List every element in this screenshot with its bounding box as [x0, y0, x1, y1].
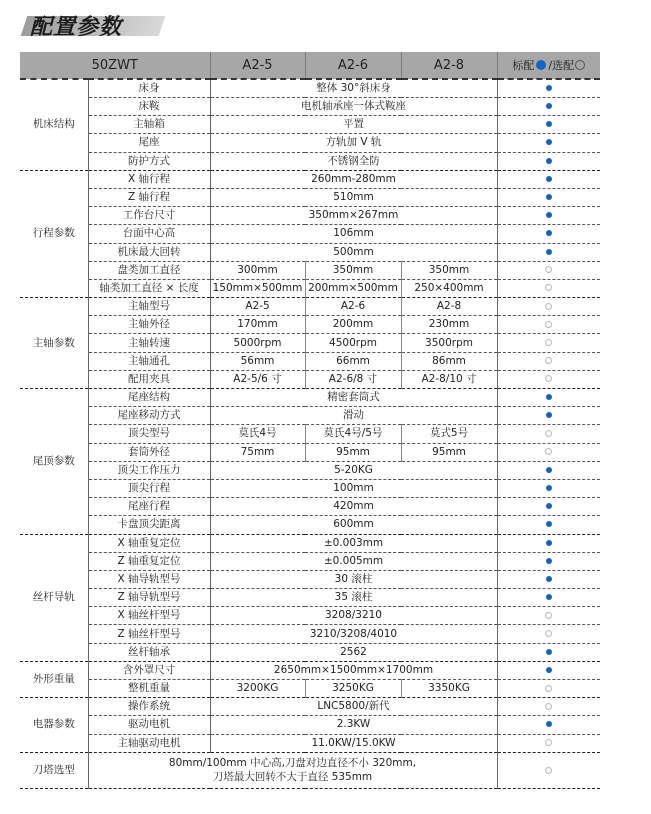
filled-dot-icon: [546, 121, 552, 127]
standard-indicator: [497, 680, 600, 698]
variant-value: 86mm: [401, 352, 497, 370]
variant-header-a2-8: A2-8: [401, 52, 497, 79]
table-row: [20, 461, 600, 479]
filled-dot-icon: [546, 594, 552, 600]
shared-value: 整体 30°斜床身: [210, 79, 497, 98]
item-label: 工作台尺寸: [88, 207, 210, 225]
table-row: [20, 188, 600, 206]
table-row: [20, 298, 600, 316]
table-row: [20, 734, 600, 752]
variant-value: 230mm: [401, 316, 497, 334]
variant-value: 66mm: [305, 352, 401, 370]
table-row: [20, 261, 600, 279]
variant-value: 95mm: [401, 443, 497, 461]
shared-value: 滑动: [210, 407, 497, 425]
item-label: 驱动电机: [88, 716, 210, 734]
variant-value: 200mm×500mm: [305, 279, 401, 297]
item-label: 主轴箱: [88, 116, 210, 134]
item-label: 套筒外径: [88, 443, 210, 461]
section-title-banner: [18, 8, 163, 38]
filled-dot-icon: [546, 103, 552, 109]
hollow-circle-icon: [545, 321, 552, 328]
table-row: [20, 661, 600, 679]
standard-indicator: [497, 98, 600, 116]
variant-value: 3500rpm: [401, 334, 497, 352]
table-row: [20, 225, 600, 243]
filled-dot-icon: [546, 176, 552, 182]
variant-value: A2-8/10 寸: [401, 370, 497, 388]
hollow-circle-icon: [545, 612, 552, 619]
item-label: Z 轴行程: [88, 188, 210, 206]
variant-value: 3200KG: [210, 680, 305, 698]
shared-value: 11.0KW/15.0KW: [210, 734, 497, 752]
table-row: [20, 498, 600, 516]
table-row: [20, 170, 600, 188]
filled-dot-icon: [536, 60, 546, 70]
standard-indicator: [497, 334, 600, 352]
standard-indicator: [497, 207, 600, 225]
standard-indicator: [497, 225, 600, 243]
table-row: [20, 716, 600, 734]
standard-indicator: [497, 389, 600, 407]
item-label: 卡盘顶尖距离: [88, 516, 210, 534]
standard-label: 标配: [512, 59, 535, 72]
item-label: 主轴转速: [88, 334, 210, 352]
standard-indicator: [497, 170, 600, 188]
hollow-circle-icon: [545, 685, 552, 692]
shared-value: 500mm: [210, 243, 497, 261]
standard-indicator: [497, 570, 600, 588]
filled-dot-icon: [546, 503, 552, 509]
hollow-circle-icon: [545, 303, 552, 310]
item-label: Z 轴重复定位: [88, 552, 210, 570]
standard-indicator: [497, 625, 600, 643]
filled-dot-icon: [546, 212, 552, 218]
standard-indicator: [497, 116, 600, 134]
shared-value: 510mm: [210, 188, 497, 206]
item-label: 顶尖行程: [88, 479, 210, 497]
standard-indicator: [497, 134, 600, 152]
table-row: [20, 552, 600, 570]
group-label: 主轴参数: [20, 298, 88, 389]
table-row: [20, 152, 600, 170]
separator: /: [548, 59, 553, 72]
table-row: [20, 643, 600, 661]
variant-value: 3350KG: [401, 680, 497, 698]
shared-value: ±0.005mm: [210, 552, 497, 570]
item-label: 尾座移动方式: [88, 407, 210, 425]
standard-indicator: [497, 261, 600, 279]
shared-value: 方轨加 V 轨: [210, 134, 497, 152]
standard-indicator: [497, 352, 600, 370]
standard-indicator: [497, 589, 600, 607]
variant-value: A2-5/6 寸: [210, 370, 305, 388]
table-header-row: [20, 52, 600, 79]
item-label: 操作系统: [88, 698, 210, 716]
hollow-circle-icon: [545, 767, 552, 774]
filled-dot-icon: [546, 649, 552, 655]
filled-dot-icon: [546, 85, 552, 91]
table-row: [20, 352, 600, 370]
standard-indicator: [497, 607, 600, 625]
filled-dot-icon: [546, 139, 552, 145]
filled-dot-icon: [546, 485, 552, 491]
shared-value: 精密套筒式: [210, 389, 497, 407]
item-label: X 轴重复定位: [88, 534, 210, 552]
shared-value: 2562: [210, 643, 497, 661]
group-label: 机床结构: [20, 79, 88, 170]
item-label: 配用夹具: [88, 370, 210, 388]
table-row: [20, 334, 600, 352]
table-row: [20, 116, 600, 134]
standard-indicator: [497, 752, 600, 788]
standard-indicator: [497, 479, 600, 497]
shared-value: LNC5800/新代: [210, 698, 497, 716]
hollow-circle-icon: [545, 339, 552, 346]
variant-value: 3250KG: [305, 680, 401, 698]
variant-value: 莫氏4号: [210, 425, 305, 443]
variant-value: 250×400mm: [401, 279, 497, 297]
table-row: [20, 698, 600, 716]
shared-value: 不锈钢全防: [210, 152, 497, 170]
table-row: [20, 752, 600, 788]
variant-value: 5000rpm: [210, 334, 305, 352]
table-row: [20, 680, 600, 698]
table-row: [20, 134, 600, 152]
shared-value: 3210/3208/4010: [210, 625, 497, 643]
shared-value: 106mm: [210, 225, 497, 243]
filled-dot-icon: [546, 467, 552, 473]
item-label: 丝杆轴承: [88, 643, 210, 661]
table-row: [20, 243, 600, 261]
standard-indicator: [497, 298, 600, 316]
standard-indicator: [497, 243, 600, 261]
spec-table: [20, 52, 600, 789]
shared-value: 平置: [210, 116, 497, 134]
standard-indicator: [497, 534, 600, 552]
hollow-circle-icon: [545, 430, 552, 437]
standard-indicator: [497, 461, 600, 479]
variant-value: 350mm: [305, 261, 401, 279]
variant-value: 莫氏4号/5号: [305, 425, 401, 443]
item-label: X 轴丝杆型号: [88, 607, 210, 625]
variant-value: 56mm: [210, 352, 305, 370]
standard-indicator: [497, 443, 600, 461]
filled-dot-icon: [546, 558, 552, 564]
standard-indicator: [497, 425, 600, 443]
variant-value: 200mm: [305, 316, 401, 334]
table-row: [20, 625, 600, 643]
standard-indicator: [497, 370, 600, 388]
item-label: 主轴型号: [88, 298, 210, 316]
standard-indicator: [497, 643, 600, 661]
shared-value: 100mm: [210, 479, 497, 497]
item-label: 尾座行程: [88, 498, 210, 516]
filled-dot-icon: [546, 194, 552, 200]
hollow-circle-icon: [545, 357, 552, 364]
variant-value: A2-6/8 寸: [305, 370, 401, 388]
item-label: 轴类加工直径 × 长度: [88, 279, 210, 297]
filled-dot-icon: [546, 540, 552, 546]
table-row: [20, 389, 600, 407]
item-label: Z 轴导轨型号: [88, 589, 210, 607]
standard-indicator: [497, 407, 600, 425]
item-label: 顶尖型号: [88, 425, 210, 443]
hollow-circle-icon: [545, 739, 552, 746]
shared-value: 电机轴承座一体式鞍座: [210, 98, 497, 116]
variant-value: 95mm: [305, 443, 401, 461]
group-label: 电器参数: [20, 698, 88, 753]
variant-value: A2-5: [210, 298, 305, 316]
table-row: [20, 316, 600, 334]
filled-dot-icon: [546, 249, 552, 255]
filled-dot-icon: [546, 230, 552, 236]
hollow-circle-icon: [545, 630, 552, 637]
shared-value: 260mm-280mm: [210, 170, 497, 188]
shared-value: 2650mm×1500mm×1700mm: [210, 661, 497, 679]
variant-value: 75mm: [210, 443, 305, 461]
standard-indicator: [497, 498, 600, 516]
item-label: 床身: [88, 79, 210, 98]
table-row: [20, 479, 600, 497]
table-row: [20, 98, 600, 116]
item-label: 机床最大回转: [88, 243, 210, 261]
standard-indicator: [497, 279, 600, 297]
table-row: [20, 589, 600, 607]
item-label: 主轴外径: [88, 316, 210, 334]
value-line: 80mm/100mm 中心高,刀盘对边直径不小 320mm,: [168, 757, 417, 770]
standard-indicator: [497, 734, 600, 752]
group-label: 外形重量: [20, 661, 88, 697]
standard-indicator: [497, 661, 600, 679]
shared-value: 600mm: [210, 516, 497, 534]
item-label: 主轴驱动电机: [88, 734, 210, 752]
item-label: 主轴通孔: [88, 352, 210, 370]
standard-indicator: [497, 716, 600, 734]
group-label: 尾顶参数: [20, 389, 88, 535]
item-label: 整机重量: [88, 680, 210, 698]
variant-value: 4500rpm: [305, 334, 401, 352]
item-label: X 轴行程: [88, 170, 210, 188]
table-row: [20, 279, 600, 297]
filled-dot-icon: [546, 721, 552, 727]
hollow-circle-icon: [545, 266, 552, 273]
filled-dot-icon: [546, 667, 552, 673]
standard-indicator: [497, 552, 600, 570]
shared-value: 3208/3210: [210, 607, 497, 625]
shared-value: 420mm: [210, 498, 497, 516]
item-label: 防护方式: [88, 152, 210, 170]
hollow-circle-icon: [575, 60, 585, 70]
optional-label: 选配: [552, 59, 575, 72]
filled-dot-icon: [546, 158, 552, 164]
item-label: X 轴导轨型号: [88, 570, 210, 588]
item-label: Z 轴丝杆型号: [88, 625, 210, 643]
standard-indicator: [497, 79, 600, 98]
item-label: 台面中心高: [88, 225, 210, 243]
table-row: [20, 425, 600, 443]
table-row: [20, 443, 600, 461]
shared-value: 2.3KW: [210, 716, 497, 734]
hollow-circle-icon: [545, 703, 552, 710]
table-row: [20, 570, 600, 588]
variant-header-a2-6: A2-6: [305, 52, 401, 79]
section-title: 配置参数: [30, 15, 123, 40]
item-label: 含外罩尺寸: [88, 661, 210, 679]
table-row: [20, 207, 600, 225]
group-label: 刀塔选型: [20, 752, 88, 788]
variant-value: 150mm×500mm: [210, 279, 305, 297]
variant-value: 莫式5号: [401, 425, 497, 443]
variant-value: A2-6: [305, 298, 401, 316]
group-label: 行程参数: [20, 170, 88, 297]
table-row: [20, 407, 600, 425]
variant-value: 350mm: [401, 261, 497, 279]
table-row: [20, 79, 600, 98]
filled-dot-icon: [546, 412, 552, 418]
standard-indicator: [497, 152, 600, 170]
variant-value: 300mm: [210, 261, 305, 279]
model-header: 50ZWT: [20, 52, 210, 79]
group-label: 丝杆导轨: [20, 534, 88, 661]
standard-indicator: [497, 516, 600, 534]
table-row: [20, 516, 600, 534]
variant-value: 170mm: [210, 316, 305, 334]
table-row: [20, 534, 600, 552]
variant-value: A2-8: [401, 298, 497, 316]
filled-dot-icon: [546, 576, 552, 582]
shared-value: 35 滚柱: [210, 589, 497, 607]
value-line: 刀塔最大回转不大于直径 535mm: [212, 771, 373, 784]
filled-dot-icon: [546, 394, 552, 400]
shared-value: ±0.003mm: [210, 534, 497, 552]
item-label: 顶尖工作压力: [88, 461, 210, 479]
merged-value: [88, 752, 497, 788]
standard-indicator: [497, 188, 600, 206]
variant-header-a2-5: A2-5: [210, 52, 305, 79]
filled-dot-icon: [546, 521, 552, 527]
shared-value: 350mm×267mm: [210, 207, 497, 225]
item-label: 尾座: [88, 134, 210, 152]
shared-value: 30 滚柱: [210, 570, 497, 588]
item-label: 尾座结构: [88, 389, 210, 407]
table-row: [20, 607, 600, 625]
item-label: 盘类加工直径: [88, 261, 210, 279]
standard-indicator: [497, 316, 600, 334]
spec-table-body: [20, 79, 600, 788]
item-label: 床鞍: [88, 98, 210, 116]
standard-indicator: [497, 698, 600, 716]
standard-optional-header: [497, 52, 600, 79]
hollow-circle-icon: [545, 448, 552, 455]
shared-value: 5-20KG: [210, 461, 497, 479]
hollow-circle-icon: [545, 375, 552, 382]
table-row: [20, 370, 600, 388]
hollow-circle-icon: [545, 284, 552, 291]
